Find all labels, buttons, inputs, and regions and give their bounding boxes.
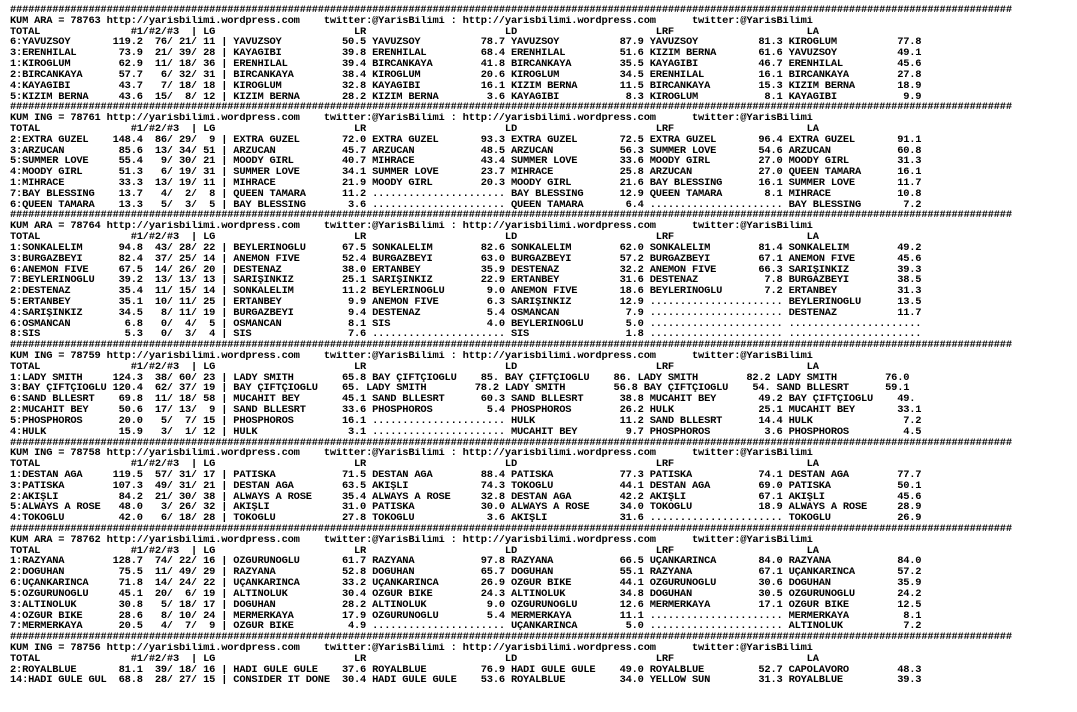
result-row: 5:ALWAYS A ROSE 48.0 3/ 26/ 32 | AKIŞLI 31.0 PATİSKA 30.0 ALWAYS A ROSE 34.0 TOKOĞLU 18.9 ALWAYS A ROSE 28.9 — [10, 502, 922, 514]
column-header-line: TOTAL #1/#2/#3 | LG LR LD LRF LA — [10, 232, 819, 243]
result-row: 2:AKIŞLI 84.2 21/ 30/ 38 | ALWAYS A ROSE 35.4 ALWAYS A ROSE 32.8 DESTAN AGA 42.2 AKIŞLI 67.1 AKIŞLI 45.6 — [10, 491, 922, 503]
race-header-line: KUM ING = 78761 http://yarisbilimi.wordpress.com twitter:@YarisBilimi : http://yarisbilimi.wordpress.com twitter:@YarisBilimi — [10, 113, 813, 124]
result-row: 2:DESTENAZ 35.4 11/ 15/ 14 | SONKALELİM 11.2 BEYLERİNOĞLU 9.0 ANEMON FIVE 18.6 BEYLERİNOĞLU 7.2 ERTANBEY 31.3 — [10, 286, 922, 297]
result-row: 5:ÖZGÜRÜNOĞLU 45.1 20/ 6/ 19 | ALTINOLUK 30.4 ÖZGÜR BİKE 24.3 ALTINOLUK 34.8 DOĞUHAN 30.5 ÖZGÜRÜNOĞLU 24.2 — [10, 588, 922, 600]
result-row: 8:SIS 5.3 0/ 3/ 4 | SIS 7.6 ...................... SIS 1.8 ...................... ...................... — [10, 329, 922, 341]
race-header-line: KUM ARA = 78764 http://yarisbilimi.wordpress.com twitter:@YarisBilimi : http://yarisbilimi.wordpress.com twitter:@YarisBilimi — [10, 221, 813, 233]
result-row: 1:KIROĞLUM 62.9 11/ 18/ 36 | ERENHİLAL 39.4 BİRCANKAYA 41.8 BİRCANKAYA 35.5 KAYAGİBİ 46.7 ERENHİLAL 45.6 — [10, 59, 922, 70]
race-header-line: KUM ING = 78759 http://yarisbilimi.wordpress.com twitter:@YarisBilimi : http://yarisbilimi.wordpress.com twitter:@YarisBilimi — [10, 351, 813, 362]
result-row: 4:KAYAGİBİ 43.7 7/ 18/ 18 | KIROĞLUM 32.8 KAYAGİBİ 16.1 KIZIM BERNA 11.5 BİRCANKAYA 15.3 KIZIM BERNA 18.9 — [10, 80, 922, 92]
result-row: 7:BEYLERİNOĞLU 39.2 13/ 13/ 13 | SARIŞINKIZ 25.1 SARIŞINKIZ 22.9 ERTANBEY 31.6 DESTENAZ 7.8 BURGAZBEYİ 38.5 — [10, 275, 922, 287]
race-header-line: KUM ARA = 78762 http://yarisbilimi.wordpress.com twitter:@YarisBilimi : http://yarisbilimi.wordpress.com twitter:@YarisBilimi — [10, 534, 813, 546]
result-row: 2:DOĞUHAN 75.5 11/ 49/ 29 | RAZYANA 52.8 DOĞUHAN 65.7 DOĞUHAN 55.1 RAZYANA 67.1 UÇANKARINCA 57.2 — [10, 567, 922, 579]
column-header-line: TOTAL #1/#2/#3 | LG LR LD LRF LA — [10, 545, 819, 557]
result-row: 4:MOODY GIRL 51.3 6/ 19/ 31 | SUMMER LOVE 34.1 SUMMER LOVE 23.7 MİHRACE 25.8 ARZUCAN 27.0 QUEEN TAMARA 16.1 — [10, 167, 922, 178]
column-header-line: TOTAL #1/#2/#3 | LG LR LD LRF LA — [10, 361, 819, 373]
separator-line: ###################################################################################################################################################################### — [10, 632, 1012, 643]
result-row: 5:KIZIM BERNA 43.6 15/ 8/ 12 | KIZIM BERNA 28.2 KIZIM BERNA 3.6 KAYAGİBİ 8.3 KIROĞLUM 8.1 KAYAGİBİ 9.9 — [10, 91, 922, 103]
race-header-line: KUM ARA = 78763 http://yarisbilimi.wordpress.com twitter:@YarisBilimi : http://yarisbilimi.wordpress.com twitter:@YarisBilimi — [10, 15, 813, 27]
result-row: 4:TOKOĞLU 42.0 6/ 18/ 28 | TOKOĞLU 27.8 TOKOĞLU 3.6 AKIŞLI 31.6 ...................... TOKOĞLU 26.9 — [10, 513, 922, 524]
result-row: 3:BAY ÇİFTÇİOĞLU 120.4 62/ 37/ 19 | BAY ÇİFTÇİOĞLU 65. LADY SMITH 78.2 LADY SMITH 56.8 BAY ÇİFTÇİOĞLU 54. SAND BLLESRT 59.1 — [10, 383, 910, 395]
result-row: 6:QUEEN TAMARA 13.3 5/ 3/ 5 | BAY BLESSING 3.6 ...................... QUEEN TAMARA 6.4 ...................... BAY BLESSING 7.2 — [10, 199, 922, 211]
result-row: 1:SONKALELİM 94.8 43/ 28/ 22 | BEYLERİNOĞLU 67.5 SONKALELİM 82.6 SONKALELİM 62.0 SONKALELİM 81.4 SONKALELİM 49.2 — [10, 242, 922, 254]
result-row: 4:HULK 15.9 3/ 1/ 12 | HULK 3.1 ...................... MÜCAHİT BEY 9.7 PHOSPHOROS 3.6 PHOSPHOROS 4.5 — [10, 426, 922, 438]
separator-line: ###################################################################################################################################################################### — [10, 524, 1012, 535]
column-header-line: TOTAL #1/#2/#3 | LG LR LD LRF LA — [10, 653, 819, 665]
column-header-line: TOTAL #1/#2/#3 | LG LR LD LRF LA — [10, 123, 819, 135]
column-header-line: TOTAL #1/#2/#3 | LG LR LD LRF LA — [10, 459, 819, 470]
result-row: 14:HADİ GÜLE GÜL 68.8 28/ 27/ 15 | CONSIDER IT DONE 30.4 HADİ GÜLE GÜLE 53.6 ROYALBLUE 34.0 YELLOW SUN 31.3 ROYALBLUE 39.3 — [10, 675, 922, 687]
result-row: 6:YAVUZSOY 119.2 76/ 21/ 11 | YAVUZSOY 50.5 YAVUZSOY 78.7 YAVUZSOY 87.9 YAVUZSOY 81.3 KIROĞLUM 77.8 — [10, 37, 922, 49]
separator-line: ###################################################################################################################################################################### — [10, 437, 1012, 449]
result-row: 2:ROYALBLUE 81.1 39/ 18/ 16 | HADİ GÜLE GÜLE 37.6 ROYALBLUE 76.9 HADİ GÜLE GÜLE 49.0 ROYALBLUE 52.7 CAPOLAVORO 48.3 — [10, 664, 922, 676]
separator-line: ###################################################################################################################################################################### — [10, 102, 1012, 114]
result-row: 2:MÜCAHİT BEY 50.6 17/ 13/ 9 | SAND BLLESRT 33.6 PHOSPHOROS 5.4 PHOSPHOROS 26.2 HULK 25.1 MÜCAHİT BEY 33.1 — [10, 405, 922, 416]
result-row: 4:ÖZGÜR BİKE 28.6 8/ 10/ 24 | MERMERKAYA 17.9 ÖZGÜRÜNOĞLU 5.4 MERMERKAYA 11.1 ...................... MERMERKAYA 8.1 — [10, 610, 922, 622]
separator-line: ###################################################################################################################################################################### — [10, 210, 1012, 222]
result-row: 3:ARZUCAN 85.6 13/ 34/ 51 | ARZUCAN 45.7 ARZUCAN 48.5 ARZUCAN 56.3 SUMMER LOVE 54.6 ARZUCAN 60.8 — [10, 145, 922, 157]
column-header-line: TOTAL #1/#2/#3 | LG LR LD LRF LA — [10, 26, 819, 38]
result-row: 2:EXTRA GÜZEL 148.4 86/ 29/ 9 | EXTRA GÜZEL 72.0 EXTRA GÜZEL 93.3 EXTRA GÜZEL 72.5 EXTRA GÜZEL 96.4 EXTRA GÜZEL 91.1 — [10, 134, 922, 146]
result-row: 1:LADY SMITH 124.3 38/ 60/ 23 | LADY SMITH 65.8 BAY ÇİFTÇİOĞLU 85. BAY ÇİFTÇİOĞLU 86. LADY SMITH 82.2 LADY SMITH 76.0 — [10, 372, 910, 384]
result-row: 1:RAZYANA 128.7 74/ 22/ 16 | ÖZGÜRÜNOĞLU 61.7 RAZYANA 97.8 RAZYANA 66.5 UÇANKARINCA 84.0 RAZYANA 84.0 — [10, 556, 922, 568]
separator-line: ###################################################################################################################################################################### — [10, 5, 1012, 16]
result-row: 6:OSMANCAN 6.8 0/ 4/ 5 | OSMANCAN 8.1 SIS 4.0 BEYLERİNOĞLU 5.0 ...................... ...................... — [10, 318, 922, 330]
race-header-line: KUM ING = 78756 http://yarisbilimi.wordpress.com twitter:@YarisBilimi : http://yarisbilimi.wordpress.com twitter:@YarisBilimi — [10, 642, 813, 654]
race-header-line: KUM ING = 78758 http://yarisbilimi.wordpress.com twitter:@YarisBilimi : http://yarisbilimi.wordpress.com twitter:@YarisBilimi — [10, 448, 813, 460]
result-row: 5:SUMMER LOVE 55.4 9/ 30/ 21 | MOODY GIRL 40.7 MİHRACE 43.4 SUMMER LOVE 33.6 MOODY GIRL 27.0 MOODY GIRL 31.3 — [10, 156, 922, 168]
separator-line: ###################################################################################################################################################################### — [10, 340, 1012, 351]
result-row: 1:MİHRACE 33.3 13/ 19/ 11 | MİHRACE 21.9 MOODY GIRL 20.3 MOODY GIRL 21.6 BAY BLESSING 16.1 SUMMER LOVE 11.7 — [10, 178, 922, 189]
result-row: 6:UÇANKARINCA 71.8 14/ 24/ 22 | UÇANKARINCA 33.2 UÇANKARINCA 26.9 ÖZGÜR BİKE 44.1 ÖZGÜRÜNOĞLU 30.6 DOĞUHAN 35.9 — [10, 578, 922, 589]
result-row: 7:MERMERKAYA 20.5 4/ 7/ 9 | ÖZGÜR BİKE 4.9 ...................... UÇANKARINCA 5.0 ...................... ALTINOLUK 7.2 — [10, 621, 922, 633]
result-row: 5:ERTANBEY 35.1 10/ 11/ 25 | ERTANBEY 9.9 ANEMON FIVE 6.3 SARIŞINKIZ 12.9 ...................... BEYLERİNOĞLU 13.5 — [10, 296, 922, 308]
result-row: 5:PHOSPHOROS 20.0 5/ 7/ 15 | PHOSPHOROS 16.1 ...................... HULK 11.2 SAND BLLESRT 14.4 HULK 7.2 — [10, 415, 922, 427]
result-row: 7:BAY BLESSING 13.7 4/ 2/ 8 | QUEEN TAMARA 11.2 ...................... BAY BLESSING 12.9 QUEEN TAMARA 8.1 MİHRACE 10.8 — [10, 188, 922, 200]
result-row: 2:BİRCANKAYA 57.7 6/ 32/ 31 | BİRCANKAYA 38.4 KIROĞLUM 20.6 KIROĞLUM 34.5 ERENHİLAL 16.1 BİRCANKAYA 27.8 — [10, 69, 922, 81]
result-row: 3:ALTINOLUK 30.8 5/ 18/ 17 | DOĞUHAN 28.2 ALTINOLUK 9.0 ÖZGÜRÜNOĞLU 12.6 MERMERKAYA 17.1 ÖZGÜR BİKE 12.5 — [10, 599, 922, 611]
result-row: 6:ANEMON FIVE 67.5 14/ 26/ 20 | DESTENAZ 38.0 ERTANBEY 35.9 DESTENAZ 32.2 ANEMON FIVE 66.3 SARIŞINKIZ 39.3 — [10, 264, 922, 276]
result-row: 4:SARIŞINKIZ 34.5 8/ 11/ 19 | BURGAZBEYİ 9.4 DESTENAZ 5.4 OSMANCAN 7.9 ...................... DESTENAZ 11.7 — [10, 307, 922, 319]
result-row: 3:PATİSKA 107.3 49/ 31/ 21 | DESTAN AGA 63.5 AKIŞLI 74.3 TOKOĞLU 44.1 DESTAN AGA 69.0 PATİSKA 50.1 — [10, 480, 922, 492]
result-row: 3:BURGAZBEYİ 82.4 37/ 25/ 14 | ANEMON FIVE 52.4 BURGAZBEYİ 63.0 BURGAZBEYİ 57.2 BURGAZBEYİ 67.1 ANEMON FIVE 45.6 — [10, 253, 922, 265]
result-row: 1:DESTAN AGA 119.5 57/ 31/ 17 | PATİSKA 71.5 DESTAN AGA 88.4 PATİSKA 77.3 PATİSKA 74.1 DESTAN AGA 77.7 — [10, 469, 922, 481]
result-row: 6:SAND BLLESRT 69.8 11/ 18/ 58 | MÜCAHİT BEY 45.1 SAND BLLESRT 60.3 SAND BLLESRT 38.8 MÜCAHİT BEY 49.2 BAY ÇİFTÇİOĞLU 49. — [10, 394, 916, 406]
result-row: 3:ERENHİLAL 73.9 21/ 39/ 28 | KAYAGİBİ 39.8 ERENHİLAL 68.4 ERENHİLAL 51.6 KIZIM BERNA 61.6 YAVUZSOY 49.1 — [10, 48, 922, 60]
